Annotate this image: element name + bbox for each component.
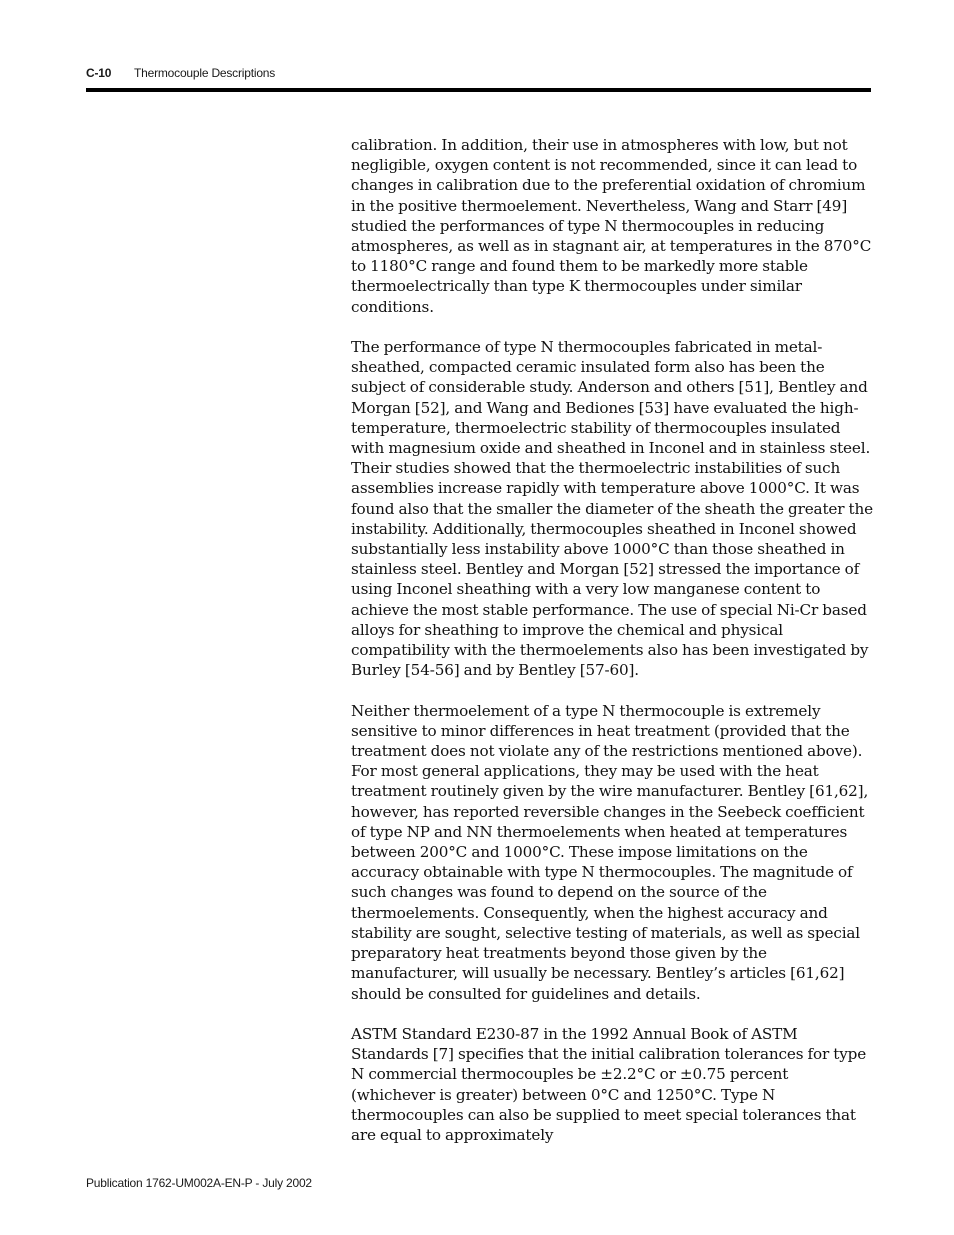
paragraph-4: ASTM Standard E230-87 in the 1992 Annual Book of ASTM Standards [7] specifies that the initial calibration tolerances for type N commercial thermocouples be ±2.2°C or ±0.75 percent (whichever is greater) between 0°C and 1250°C. Type N thermocouples can also be supplied to meet special tolerances that are equal to approximately	[351, 1024, 867, 1144]
paragraph-3: Neither thermoelement of a type N thermocouple is extremely sensitive to minor differences in heat treatment (provided that the treatment does not violate any of the restrictions mentioned above). For most general applications, they may be used with the heat treatment routinely given by the wire manufacturer. Bentley [61,62], however, has reported reversible changes in the Seebeck coefficient of type NP and NN thermoelements when heated at temperatures between 200°C and 1000°C. These impose limitations on the accuracy obtainable with type N thermocouples. The magnitude of such changes was found to depend on the source of the thermoelements. Consequently, when the highest accuracy and stability are sought, selective testing of materials, as well as special preparatory heat treatments beyond those given by the manufacturer, will usually be necessary. Bentley’s articles [61,62] should be consulted for guidelines and details.	[351, 701, 869, 1003]
paragraph-2: The performance of type N thermocouples fabricated in metal-sheathed, compacted ceramic insulated form also has been the subject of considerable study. Anderson and others [51], Bentley and Morgan [52], and Wang and Bediones [53] have evaluated the high-temperature, thermoelectric stability of thermocouples insulated with magnesium oxide and sheathed in Inconel and in stainless steel. Their studies showed that the thermoelectric instabilities of such assemblies increase rapidly with temperature above 1000°C. It was found also that the smaller the diameter of the sheath the greater the instability. Additionally, thermocouples sheathed in Inconel showed substantially less instability above 1000°C than those sheathed in stainless steel. Bentley and Morgan [52] stressed the importance of using Inconel sheathing with a very low manganese content to achieve the most stable performance. The use of special Ni-Cr based alloys for sheathing to improve the chemical and physical compatibility with the thermoelements also has been investigated by Burley [54-56] and by Bentley [57-60].	[351, 338, 873, 680]
body-text	[351, 135, 873, 1165]
header-rule	[86, 88, 871, 92]
page-header	[86, 66, 276, 80]
section-title: Thermocouple Descriptions	[134, 66, 276, 80]
paragraph-1: calibration. In addition, their use in atmospheres with low, but not negligible, oxygen content is not recommended, since it can lead to changes in calibration due to the preferential oxidation of chromium in the positive thermoelement. Nevertheless, Wang and Starr [49] studied the performances of type N thermocouples in reducing atmospheres, as well as in stagnant air, at temperatures in the 870°C to 1180°C range and found them to be markedly more stable thermoelectrically than type K thermocouples under similar conditions.	[351, 136, 872, 316]
page-number: C-10	[86, 66, 112, 80]
publication-footer: Publication 1762-UM002A-EN-P - July 2002	[86, 1176, 312, 1190]
